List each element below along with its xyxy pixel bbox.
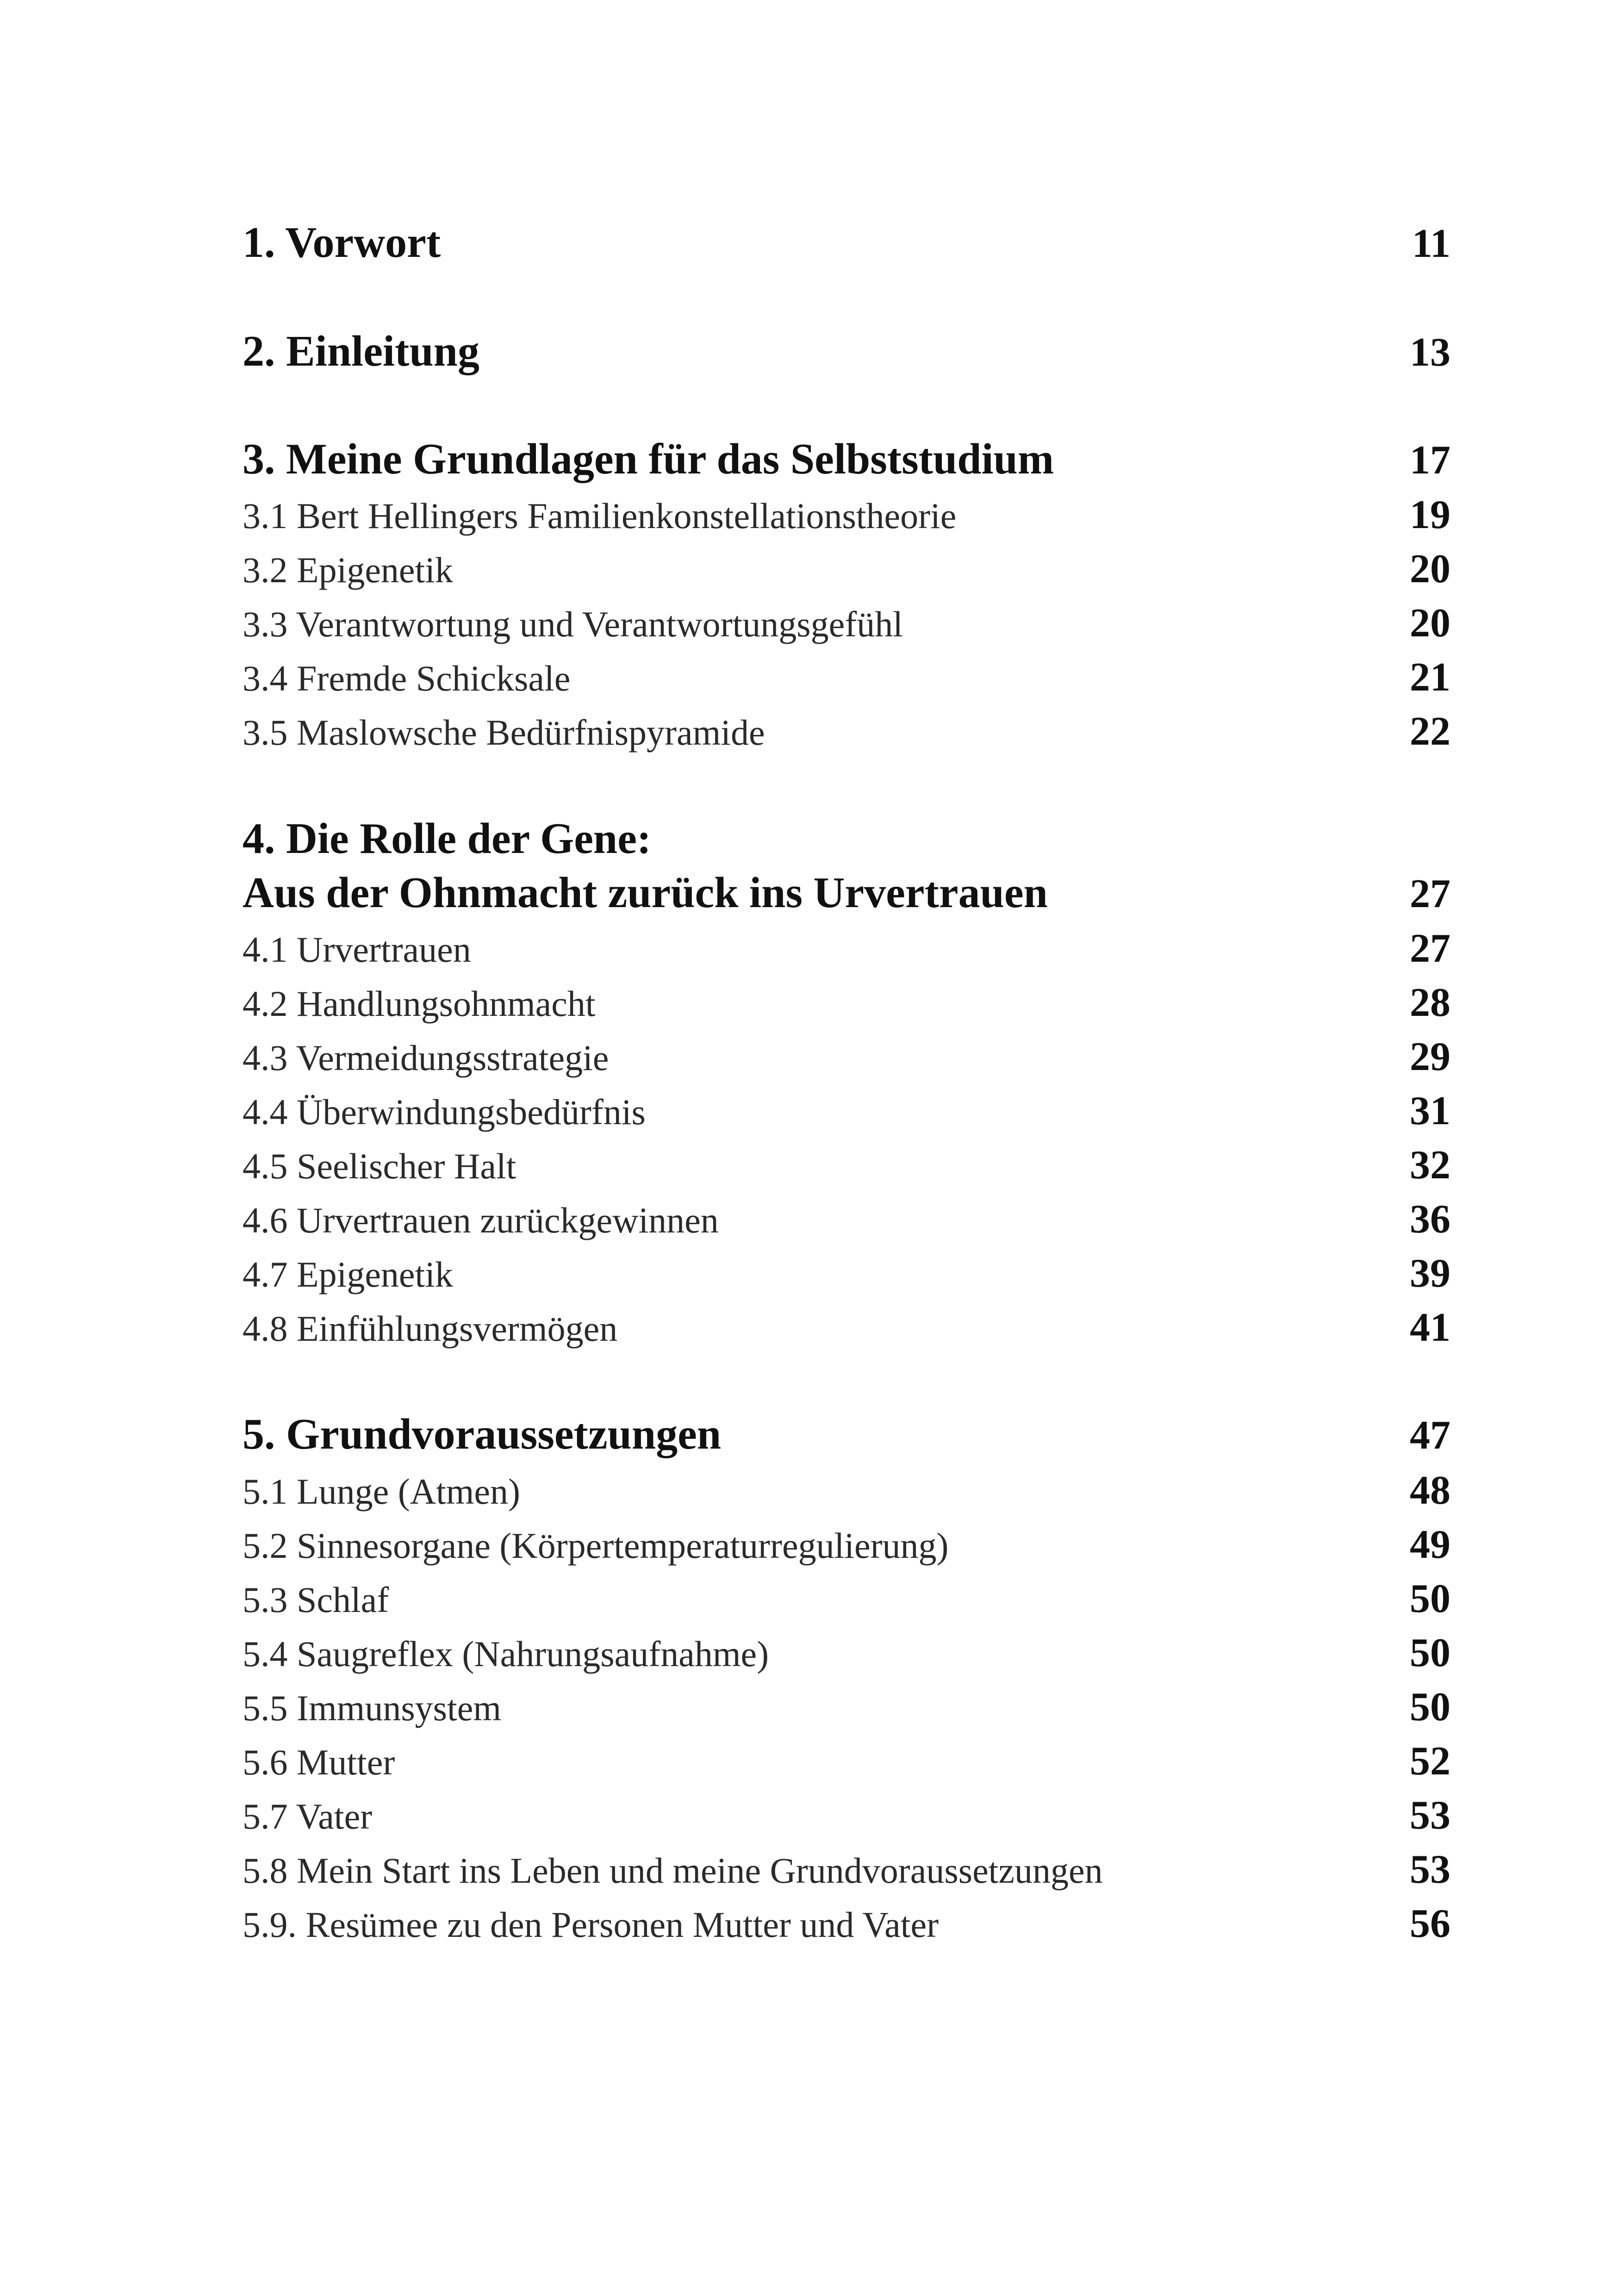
toc-page-number: 36 bbox=[1410, 1197, 1450, 1242]
toc-section-5-7 bbox=[243, 1792, 1450, 1839]
toc-entry-label: 4.8 Einfühlungsvermögen bbox=[243, 1308, 618, 1349]
toc-section-4-3 bbox=[243, 1033, 1450, 1080]
toc-section-5-6 bbox=[243, 1738, 1450, 1785]
toc-chapter-3 bbox=[243, 434, 1450, 484]
toc-section-5-9 bbox=[243, 1900, 1450, 1947]
toc-entry-label: 4.5 Seelischer Halt bbox=[243, 1146, 517, 1186]
toc-page-number: 49 bbox=[1410, 1522, 1450, 1567]
toc-page-number: 52 bbox=[1410, 1739, 1450, 1784]
toc-section-4-5 bbox=[243, 1142, 1450, 1188]
toc-section-5-4 bbox=[243, 1630, 1450, 1676]
toc-page-number: 29 bbox=[1410, 1034, 1450, 1079]
toc-page-number: 31 bbox=[1410, 1089, 1450, 1133]
toc-entry-label: 4.4 Überwindungsbedürfnis bbox=[243, 1092, 646, 1132]
toc-section-5-2 bbox=[243, 1521, 1450, 1568]
toc-entry-label: 3.5 Maslowsche Bedürfnispyramide bbox=[243, 712, 765, 753]
toc-entry-label: 5.2 Sinnesorgane (Körpertemperaturregulierung) bbox=[243, 1525, 949, 1566]
toc-page-number: 11 bbox=[1412, 221, 1450, 266]
toc-chapter-1 bbox=[243, 218, 1450, 268]
toc-section-4-7 bbox=[243, 1250, 1450, 1297]
toc-entry-label: 3.4 Fremde Schicksale bbox=[243, 658, 571, 698]
toc-section-3-1 bbox=[243, 492, 1450, 538]
toc-entry-label: 5.7 Vater bbox=[243, 1796, 373, 1836]
toc-entry-label: 3.1 Bert Hellingers Familienkonstellationstheorie bbox=[243, 496, 957, 536]
toc-page-number: 48 bbox=[1410, 1468, 1450, 1513]
toc-page-number: 47 bbox=[1410, 1413, 1450, 1458]
toc-page-number: 50 bbox=[1410, 1685, 1450, 1730]
toc-section-4-4 bbox=[243, 1088, 1450, 1134]
toc-entry-label: 3. Meine Grundlagen für das Selbststudium bbox=[243, 435, 1054, 483]
toc-entry-label: 4.3 Vermeidungsstrategie bbox=[243, 1038, 609, 1078]
toc-section-5-5 bbox=[243, 1684, 1450, 1730]
toc-page-number: 39 bbox=[1410, 1251, 1450, 1296]
toc-page-number: 27 bbox=[1410, 926, 1450, 971]
toc-page-number: 53 bbox=[1410, 1847, 1450, 1892]
toc-entry-label: Aus der Ohnmacht zurück ins Urvertrauen bbox=[243, 869, 1048, 917]
toc-section-5-3 bbox=[243, 1575, 1450, 1622]
toc-page-number: 20 bbox=[1410, 547, 1450, 591]
toc-entry-label: 4.6 Urvertrauen zurückgewinnen bbox=[243, 1200, 719, 1240]
toc-entry-label: 3.2 Epigenetik bbox=[243, 550, 453, 590]
toc-page-number: 41 bbox=[1410, 1305, 1450, 1350]
toc-entry-label: 2. Einleitung bbox=[243, 327, 479, 375]
toc-entry-label: 4. Die Rolle der Gene: bbox=[243, 815, 652, 863]
toc-page-number: 32 bbox=[1410, 1143, 1450, 1188]
toc-page-number: 50 bbox=[1410, 1576, 1450, 1621]
toc-page-number: 27 bbox=[1410, 871, 1450, 916]
toc-page-number: 53 bbox=[1410, 1793, 1450, 1838]
toc-page-number: 56 bbox=[1410, 1901, 1450, 1946]
toc-entry-label: 5.1 Lunge (Atmen) bbox=[243, 1471, 521, 1512]
toc-entry-label: 5.6 Mutter bbox=[243, 1742, 395, 1782]
toc-entry-label: 5.4 Saugreflex (Nahrungsaufnahme) bbox=[243, 1634, 769, 1674]
toc-section-4-2 bbox=[243, 979, 1450, 1026]
toc-section-3-4 bbox=[243, 654, 1450, 701]
toc-page-number: 19 bbox=[1410, 492, 1450, 537]
toc-chapter-4 bbox=[243, 868, 1450, 918]
toc-page-number: 13 bbox=[1410, 330, 1450, 375]
toc-section-5-8 bbox=[243, 1846, 1450, 1893]
toc-entry-label: 5.5 Immunsystem bbox=[243, 1688, 501, 1728]
toc-entry-label: 1. Vorwort bbox=[243, 218, 441, 267]
toc-entry-label: 3.3 Verantwortung und Verantwortungsgefühl bbox=[243, 604, 903, 644]
toc-page-number: 28 bbox=[1410, 980, 1450, 1025]
toc-entry-label: 4.2 Handlungsohnmacht bbox=[243, 983, 596, 1024]
toc-entry-label: 4.1 Urvertrauen bbox=[243, 929, 471, 970]
toc-page-number: 22 bbox=[1410, 709, 1450, 754]
toc-section-4-8 bbox=[243, 1304, 1450, 1351]
toc-section-4-6 bbox=[243, 1196, 1450, 1243]
toc-section-3-5 bbox=[243, 708, 1450, 755]
toc-section-5-1 bbox=[243, 1467, 1450, 1514]
toc-page-number: 21 bbox=[1410, 655, 1450, 700]
toc-section-3-2 bbox=[243, 546, 1450, 592]
toc-chapter-2 bbox=[243, 326, 1450, 376]
toc-entry-label: 5. Grundvoraussetzungen bbox=[243, 1410, 722, 1458]
toc-section-4-1 bbox=[243, 925, 1450, 972]
toc-page-number: 20 bbox=[1410, 601, 1450, 646]
toc-entry-label: 5.8 Mein Start ins Leben und meine Grundvoraussetzungen bbox=[243, 1850, 1103, 1891]
toc-entry-label: 4.7 Epigenetik bbox=[243, 1254, 453, 1294]
toc-section-3-3 bbox=[243, 600, 1450, 647]
toc-page-number: 50 bbox=[1410, 1630, 1450, 1675]
toc-entry-label: 5.9. Resümee zu den Personen Mutter und Vater bbox=[243, 1904, 939, 1945]
toc-page-number: 17 bbox=[1410, 438, 1450, 483]
toc-chapter-5 bbox=[243, 1409, 1450, 1459]
toc-chapter-4-line1 bbox=[243, 814, 1450, 864]
toc-entry-label: 5.3 Schlaf bbox=[243, 1580, 389, 1620]
